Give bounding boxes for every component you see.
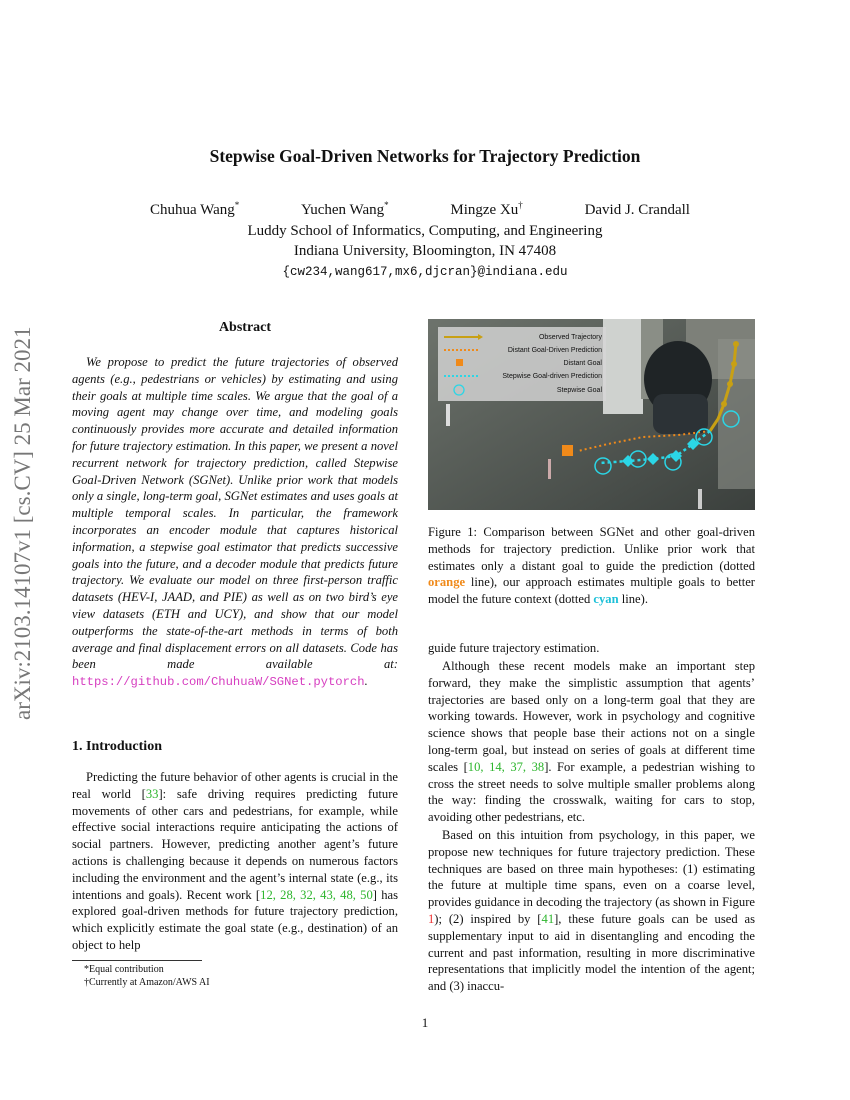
paragraph: Based on this intuition from psychology, in this paper, we propose new techniques for future trajectory prediction. These techniques are based on three main hypotheses: (1) estimating the future at multiple time spans, even on a coarse level, provides guidance in decoding the trajectory (as shown in Figure 1); (2) inspired by [41], these future goals can be used as supplementary input to aid in disentangling and encoding the current and past information, resulting in more discriminative representations that implicitly model the intention of the agent; and (3) inaccu-: [428, 828, 756, 994]
footnote-rule: [72, 960, 202, 961]
paragraph: guide future trajectory estimation.: [428, 641, 600, 655]
author: Mingze Xu†: [450, 200, 523, 218]
intro-paragraph: Predicting the future behavior of other agents is crucial in the real world [33]: safe driving requires predicting future movements of other cars and pedestrians, for example, while effective social interactions require anticipating the actions of social partners. However, predicting another agent’s future actions is challenging because it depends on numerous factors including the environment and the agent’s internal state (e.g., its intentions and goals). Recent work [12, 28, 32, 43, 48, 50] has explored goal-driven methods for future trajectory prediction, which explicitly estimate the goal state (e.g., destination) of an object to help: [72, 770, 398, 952]
footnote: †Currently at Amazon/AWS AI: [84, 977, 210, 988]
author-emails: {cw234,wang617,mx6,djcran}@indiana.edu: [282, 265, 568, 279]
paper-title: Stepwise Goal-Driven Networks for Trajectory Prediction: [209, 146, 641, 166]
abstract-heading: Abstract: [218, 320, 272, 335]
author: David J. Crandall: [584, 202, 690, 218]
author-list: [150, 200, 690, 219]
legend-label: Stepwise Goal-driven Prediction: [502, 373, 602, 380]
paragraph: Although these recent models make an important step forward, they make the simplistic assumption that agents’ trajectories are based only on a long-term goal that they are working towards. However, work in psychology and cognitive science shows that people base their actions not on a single long-term goal, but instead on series of goals at different time scales [10, 14, 37, 38]. For example, a pedestrian wishing to cross the street needs to solve multiple smaller problems along the way: finding the crosswalk, waiting for cars to stop, avoiding other pedestrians, etc.: [428, 659, 755, 825]
legend-label: Observed Trajectory: [538, 334, 602, 341]
author: Yuchen Wang*: [301, 200, 389, 218]
arxiv-stamp: arXiv:2103.14107v1 [cs.CV] 25 Mar 2021: [10, 326, 35, 720]
page-number: 1: [421, 1015, 429, 1030]
affiliation: Indiana University, Bloomington, IN 47408: [293, 243, 557, 259]
footnote: *Equal contribution: [84, 964, 164, 975]
section-heading: 1. Introduction: [72, 739, 162, 754]
affiliation: Luddy School of Informatics, Computing, and Engineering: [247, 223, 603, 239]
street-scene-illustration: [428, 319, 755, 510]
legend-label: Distant Goal-Driven Prediction: [507, 347, 602, 354]
legend-label: Distant Goal: [563, 360, 602, 367]
author: Chuhua Wang*: [150, 200, 240, 218]
code-link[interactable]: https://github.com/ChuhuaW/SGNet.pytorch: [72, 675, 365, 690]
legend-label: Stepwise Goal: [556, 387, 602, 394]
figure-caption: Figure 1: Comparison between SGNet and other goal-driven methods for trajectory prediction. Unlike prior work that estimates only a distant goal to guide the prediction (dotted orange line), our approach estimates multiple goals to better model the future context (dotted cyan line).: [428, 525, 755, 607]
figure-1-image: [428, 319, 755, 510]
abstract-text: We propose to predict the future trajectories of observed agents (e.g., pedestrians or vehicles) by estimating and using their goals at multiple time scales. We argue that the goal of a moving agent may change over time, and modeling goals continuously provides more accurate and detailed information for future trajectory estimation. In this paper, we present a novel recurrent network for trajectory prediction, called Stepwise Goal-Driven Network (SGNet). Unlike prior work that models only a single, long-term goal, SGNet estimates and uses goals at multiple temporal scales. In particular, the framework incorporates an encoder module that captures historical information, a stepwise goal estimator that predicts successive goals into the future, and a decoder module that predicts future trajectory. We evaluate our model on three first-person traffic datasets (HEV-I, JAAD, and PIE) as well as on two bird’s eye view datasets (ETH and UCY), and show that our model outperforms the state-of-the-art methods in terms of both average and final displacement errors on all datasets. Code has been made available at: https://github.com/ChuhuaW/SGNet.pytorch.: [72, 355, 398, 690]
